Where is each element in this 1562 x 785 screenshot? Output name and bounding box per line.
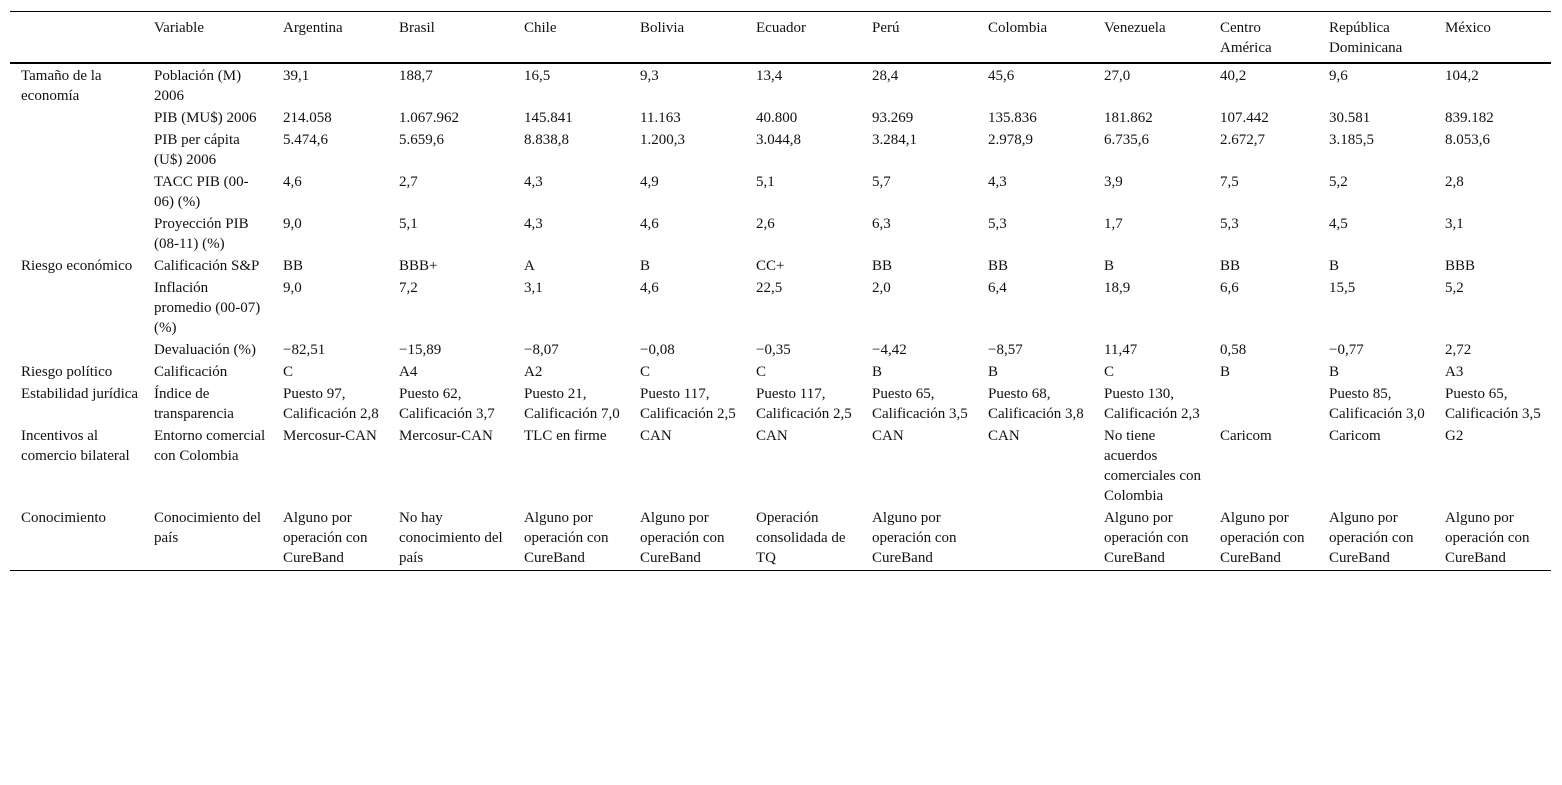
value-cell: 3,1: [1445, 216, 1464, 232]
value-cell: Puesto 65, Calificación 3,5: [872, 386, 968, 422]
value-cell: CAN: [640, 428, 672, 444]
value-cell: Alguno por operación con CureBand: [640, 510, 725, 566]
value-cell: B: [1220, 364, 1231, 380]
value-cell: 5,1: [399, 216, 418, 232]
value-cell: 3,9: [1104, 174, 1123, 190]
value-cell: [1209, 384, 1318, 426]
value-cell: 27,0: [1104, 68, 1131, 84]
column-header: Argentina: [283, 20, 343, 36]
column-header: Brasil: [399, 20, 435, 36]
value-cell: 181.862: [1104, 110, 1153, 126]
value-cell: −15,89: [399, 342, 442, 358]
column-header: Ecuador: [756, 20, 806, 36]
value-cell: 145.841: [524, 110, 573, 126]
value-cell: BBB+: [399, 258, 438, 274]
value-cell: BB: [872, 258, 893, 274]
value-cell: 4,6: [283, 174, 302, 190]
value-cell: 4,5: [1329, 216, 1348, 232]
value-cell: Puesto 21, Calificación 7,0: [524, 386, 620, 422]
value-cell: BBB: [1445, 258, 1476, 274]
variable-cell: TACC PIB (00-06) (%): [154, 174, 249, 210]
value-cell: −4,42: [872, 342, 907, 358]
value-cell: 4,6: [640, 216, 659, 232]
category-cell: Tamaño de la economía: [21, 68, 102, 104]
value-cell: 4,3: [524, 216, 543, 232]
value-cell: −8,07: [524, 342, 559, 358]
category-cell: Riesgo político: [21, 364, 113, 380]
value-cell: BB: [988, 258, 1009, 274]
value-cell: Puesto 117, Calificación 2,5: [756, 386, 852, 422]
value-cell: A: [524, 258, 535, 274]
column-header: [10, 12, 143, 64]
value-cell: 9,3: [640, 68, 659, 84]
value-cell: 93.269: [872, 110, 914, 126]
value-cell: 2.978,9: [988, 132, 1033, 148]
variable-cell: Índice de transparencia: [154, 386, 234, 422]
value-cell: No hay conocimiento del país: [399, 510, 503, 566]
value-cell: 3.284,1: [872, 132, 917, 148]
column-header: Centro América: [1220, 20, 1272, 56]
value-cell: Alguno por operación con CureBand: [283, 510, 368, 566]
value-cell: Caricom: [1220, 428, 1272, 444]
category-cell: Estabilidad jurídica: [21, 386, 139, 402]
value-cell: 4,3: [988, 174, 1007, 190]
value-cell: 107.442: [1220, 110, 1269, 126]
value-cell: CAN: [988, 428, 1020, 444]
value-cell: 4,3: [524, 174, 543, 190]
value-cell: G2: [1445, 428, 1464, 444]
value-cell: 6,6: [1220, 280, 1239, 296]
value-cell: Operación consolidada de TQ: [756, 510, 846, 566]
variable-cell: Calificación: [154, 364, 228, 380]
value-cell: 6.735,6: [1104, 132, 1149, 148]
value-cell: CAN: [872, 428, 904, 444]
table-row: [10, 172, 1551, 214]
value-cell: −8,57: [988, 342, 1023, 358]
variable-cell: PIB per cápita (U$) 2006: [154, 132, 240, 168]
value-cell: Mercosur-CAN: [399, 428, 493, 444]
table-body: [10, 63, 1551, 571]
value-cell: 5,3: [1220, 216, 1239, 232]
column-header: México: [1445, 20, 1491, 36]
column-header: República Dominicana: [1329, 20, 1403, 56]
variable-cell: Proyección PIB (08-11) (%): [154, 216, 249, 252]
value-cell: 9,6: [1329, 68, 1348, 84]
value-cell: C: [640, 364, 651, 380]
value-cell: Puesto 65, Calificación 3,5: [1445, 386, 1541, 422]
value-cell: 15,5: [1329, 280, 1356, 296]
value-cell: 5,3: [988, 216, 1007, 232]
category-cell: Riesgo económico: [21, 258, 133, 274]
value-cell: Puesto 97, Calificación 2,8: [283, 386, 379, 422]
value-cell: 28,4: [872, 68, 899, 84]
value-cell: 214.058: [283, 110, 332, 126]
value-cell: BB: [1220, 258, 1241, 274]
value-cell: 8.838,8: [524, 132, 569, 148]
value-cell: 7,5: [1220, 174, 1239, 190]
table-row: [10, 130, 1551, 172]
value-cell: Puesto 68, Calificación 3,8: [988, 386, 1084, 422]
value-cell: Caricom: [1329, 428, 1381, 444]
table-row: [10, 214, 1551, 256]
value-cell: Alguno por operación con CureBand: [872, 510, 957, 566]
value-cell: −0,08: [640, 342, 675, 358]
column-header: Bolivia: [640, 20, 685, 36]
value-cell: 135.836: [988, 110, 1037, 126]
value-cell: 30.581: [1329, 110, 1371, 126]
variable-cell: PIB (MU$) 2006: [154, 110, 257, 126]
value-cell: CAN: [756, 428, 788, 444]
value-cell: 2,7: [399, 174, 418, 190]
value-cell: CC+: [756, 258, 785, 274]
variable-cell: Población (M) 2006: [154, 68, 242, 104]
value-cell: 8.053,6: [1445, 132, 1490, 148]
value-cell: A2: [524, 364, 543, 380]
table-row: [10, 362, 1551, 384]
value-cell: A3: [1445, 364, 1464, 380]
table-row: [10, 340, 1551, 362]
table-row: [10, 63, 1551, 108]
table-row: [10, 256, 1551, 278]
category-cell: Incentivos al comercio bilateral: [21, 428, 130, 464]
value-cell: Puesto 85, Calificación 3,0: [1329, 386, 1425, 422]
value-cell: 22,5: [756, 280, 783, 296]
value-cell: 2,72: [1445, 342, 1472, 358]
value-cell: No tiene acuerdos comerciales con Colombia: [1104, 428, 1202, 504]
value-cell: 4,9: [640, 174, 659, 190]
value-cell: −0,77: [1329, 342, 1364, 358]
value-cell: 5.659,6: [399, 132, 444, 148]
value-cell: C: [756, 364, 767, 380]
value-cell: C: [283, 364, 294, 380]
category-cell: [10, 340, 143, 362]
variable-cell: Devaluación (%): [154, 342, 257, 358]
header-row: [10, 12, 1551, 64]
value-cell: Alguno por operación con CureBand: [524, 510, 609, 566]
value-cell: Puesto 62, Calificación 3,7: [399, 386, 495, 422]
value-cell: Alguno por operación con CureBand: [1445, 510, 1530, 566]
value-cell: −82,51: [283, 342, 326, 358]
value-cell: BB: [283, 258, 304, 274]
value-cell: Mercosur-CAN: [283, 428, 377, 444]
category-cell: [10, 214, 143, 256]
value-cell: B: [1329, 364, 1340, 380]
value-cell: 39,1: [283, 68, 310, 84]
value-cell: 839.182: [1445, 110, 1494, 126]
value-cell: 7,2: [399, 280, 418, 296]
value-cell: Puesto 130, Calificación 2,3: [1104, 386, 1200, 422]
category-cell: [10, 278, 143, 340]
variable-cell: Inflación promedio (00-07) (%): [154, 280, 261, 336]
value-cell: 4,6: [640, 280, 659, 296]
value-cell: 16,5: [524, 68, 551, 84]
category-cell: [10, 130, 143, 172]
value-cell: 3.044,8: [756, 132, 801, 148]
column-header: Chile: [524, 20, 557, 36]
value-cell: 3,1: [524, 280, 543, 296]
value-cell: 2,0: [872, 280, 891, 296]
value-cell: Alguno por operación con CureBand: [1220, 510, 1305, 566]
value-cell: B: [872, 364, 883, 380]
table-row: [10, 108, 1551, 130]
value-cell: 9,0: [283, 280, 302, 296]
variable-cell: Entorno comercial con Colombia: [154, 428, 266, 464]
value-cell: 18,9: [1104, 280, 1131, 296]
value-cell: 188,7: [399, 68, 433, 84]
category-cell: [10, 108, 143, 130]
table-row: [10, 426, 1551, 508]
value-cell: [977, 508, 1093, 571]
value-cell: 1,7: [1104, 216, 1123, 232]
column-header: Variable: [154, 20, 204, 36]
value-cell: 5.474,6: [283, 132, 328, 148]
value-cell: 45,6: [988, 68, 1015, 84]
table-row: [10, 508, 1551, 571]
value-cell: Alguno por operación con CureBand: [1329, 510, 1414, 566]
value-cell: 2,6: [756, 216, 775, 232]
value-cell: 11,47: [1104, 342, 1138, 358]
country-comparison-table: [10, 11, 1551, 571]
variable-cell: Conocimiento del país: [154, 510, 262, 546]
value-cell: 3.185,5: [1329, 132, 1374, 148]
table-header: [10, 12, 1551, 64]
value-cell: B: [1104, 258, 1115, 274]
value-cell: C: [1104, 364, 1115, 380]
value-cell: Alguno por operación con CureBand: [1104, 510, 1189, 566]
value-cell: 11.163: [640, 110, 681, 126]
value-cell: 5,1: [756, 174, 775, 190]
value-cell: 40,2: [1220, 68, 1247, 84]
value-cell: 2,8: [1445, 174, 1464, 190]
value-cell: 1.200,3: [640, 132, 685, 148]
variable-cell: Calificación S&P: [154, 258, 260, 274]
column-header: Perú: [872, 20, 900, 36]
value-cell: A4: [399, 364, 418, 380]
value-cell: 6,3: [872, 216, 891, 232]
value-cell: 1.067.962: [399, 110, 459, 126]
value-cell: 6,4: [988, 280, 1007, 296]
value-cell: Puesto 117, Calificación 2,5: [640, 386, 736, 422]
table-row: [10, 278, 1551, 340]
value-cell: B: [640, 258, 651, 274]
table-row: [10, 384, 1551, 426]
value-cell: −0,35: [756, 342, 791, 358]
value-cell: 5,2: [1445, 280, 1464, 296]
value-cell: 0,58: [1220, 342, 1247, 358]
value-cell: B: [988, 364, 999, 380]
value-cell: 13,4: [756, 68, 783, 84]
category-cell: [10, 172, 143, 214]
value-cell: 5,7: [872, 174, 891, 190]
category-cell: Conocimiento: [21, 510, 106, 526]
column-header: Colombia: [988, 20, 1048, 36]
value-cell: 5,2: [1329, 174, 1348, 190]
value-cell: TLC en firme: [524, 428, 607, 444]
value-cell: B: [1329, 258, 1340, 274]
value-cell: 2.672,7: [1220, 132, 1265, 148]
value-cell: 40.800: [756, 110, 798, 126]
value-cell: 104,2: [1445, 68, 1479, 84]
data-table-container: [10, 11, 1551, 571]
value-cell: 9,0: [283, 216, 302, 232]
column-header: Venezuela: [1104, 20, 1166, 36]
